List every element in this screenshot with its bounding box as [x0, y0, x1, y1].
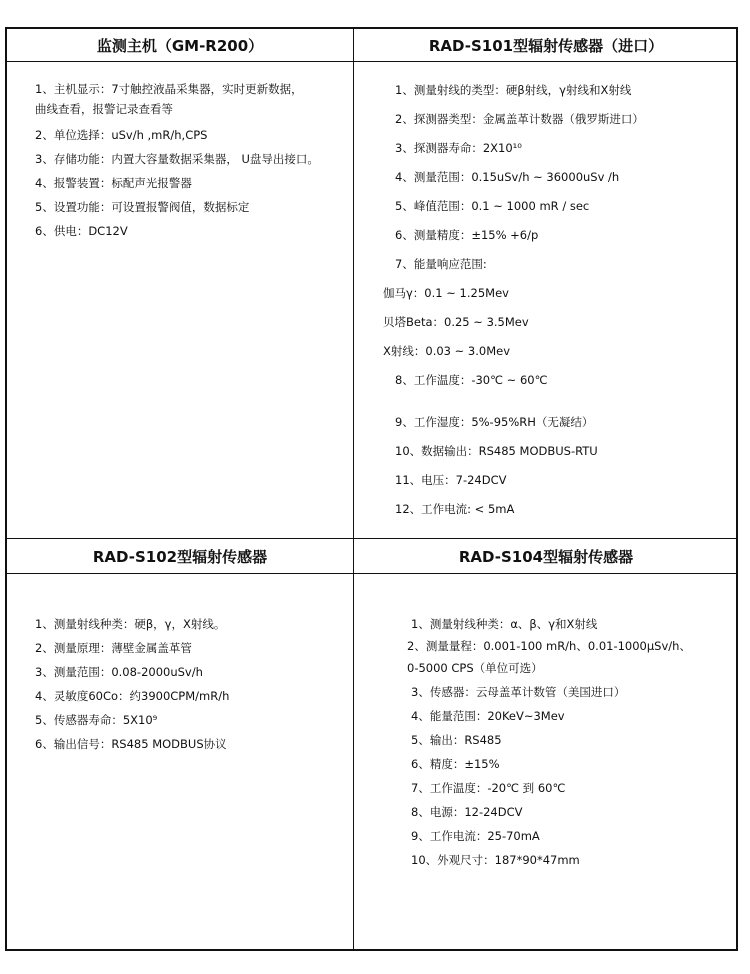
- spec-line: 2、测量原理：薄壁金属盖革管: [35, 641, 192, 655]
- spec-line: 10、外观尺寸：187*90*47mm: [411, 853, 580, 867]
- spec-line: 6、测量精度：±15% +6/p: [395, 228, 539, 242]
- s101-spec-list: [383, 76, 644, 524]
- spec-line: 1、测量射线的类型：硬β射线，γ射线和X射线: [395, 83, 632, 97]
- spec-line: 7、工作温度：-20℃ 到 60℃: [411, 781, 566, 795]
- spec-line: 1、测量射线种类：α、β、γ和X射线: [411, 617, 598, 631]
- spec-line: 5、峰值范围：0.1 ~ 1000 mR / sec: [395, 199, 590, 213]
- spec-line: 贝塔Beta：0.25 ~ 3.5Mev: [383, 315, 529, 329]
- main-unit-spec-list: [35, 79, 319, 243]
- spec-line: 12、工作电流: < 5mA: [395, 502, 515, 516]
- spec-line: 3、测量范围：0.08-2000uSv/h: [35, 665, 203, 679]
- spec-line: 2、探测器类型：金属盖革计数器（俄罗斯进口）: [395, 112, 644, 126]
- spec-line: 9、工作湿度：5%-95%RH（无凝结）: [395, 415, 594, 429]
- spec-line: 3、探测器寿命：2X10¹⁰: [395, 141, 522, 155]
- top-header-divider: [7, 61, 736, 62]
- spec-line: 0-5000 CPS（单位可选）: [407, 661, 543, 675]
- spec-line: 2、测量量程：0.001-100 mR/h、0.01-1000μSv/h、: [407, 639, 691, 653]
- header-s102: RAD-S102型辐射传感器: [92, 547, 268, 566]
- spec-line: 曲线查看，报警记录查看等: [35, 102, 173, 116]
- spec-line: X射线：0.03 ~ 3.0Mev: [383, 344, 511, 358]
- spec-line: 3、存储功能：内置大容量数据采集器， U盘导出接口。: [35, 152, 319, 166]
- spec-line: 2、单位选择：uSv/h ,mR/h,CPS: [35, 128, 208, 142]
- column-divider: [353, 29, 354, 949]
- spec-line: 4、测量范围：0.15uSv/h ~ 36000uSv /h: [395, 170, 620, 184]
- s104-spec-list: [407, 612, 691, 872]
- header-main-unit: 监测主机（GM-R200）: [96, 36, 264, 55]
- spec-line: 7、能量响应范围:: [395, 257, 487, 271]
- spec-line: 11、电压：7-24DCV: [395, 473, 507, 487]
- header-s101: RAD-S101型辐射传感器（进口）: [428, 36, 664, 55]
- spec-line: 8、工作温度：-30℃ ~ 60℃: [395, 373, 548, 387]
- spec-line: 6、输出信号：RS485 MODBUS协议: [35, 737, 227, 751]
- spec-line: 4、灵敏度60Co：约3900CPM/mR/h: [35, 689, 230, 703]
- spec-table: [5, 27, 738, 951]
- s102-spec-list: [35, 612, 229, 756]
- spec-line: 8、电源：12-24DCV: [411, 805, 523, 819]
- spec-line: 1、主机显示：7寸触控液晶采集器，实时更新数据，: [35, 82, 303, 96]
- spec-line: 1、测量射线种类：硬β，γ，X射线。: [35, 617, 226, 631]
- spec-line: 5、输出：RS485: [411, 733, 502, 747]
- bottom-header-divider: [7, 573, 736, 574]
- spec-line: 4、报警装置：标配声光报警器: [35, 176, 192, 190]
- spec-line: 5、传感器寿命：5X10⁹: [35, 713, 158, 727]
- spec-line: 5、设置功能：可设置报警阀值，数据标定: [35, 200, 250, 214]
- spec-line: 3、传感器：云母盖革计数管（美国进口）: [411, 685, 626, 699]
- spec-line: 9、工作电流：25-70mA: [411, 829, 540, 843]
- spec-line: 6、精度：±15%: [411, 757, 500, 771]
- spec-line: 6、供电：DC12V: [35, 224, 128, 238]
- header-s104: RAD-S104型辐射传感器: [458, 547, 634, 566]
- spacer: [395, 395, 644, 408]
- spec-line: 4、能量范围：20KeV~3Mev: [411, 709, 565, 723]
- spec-line: 伽马γ：0.1 ~ 1.25Mev: [383, 286, 509, 300]
- spec-line: 10、数据输出：RS485 MODBUS-RTU: [395, 444, 598, 458]
